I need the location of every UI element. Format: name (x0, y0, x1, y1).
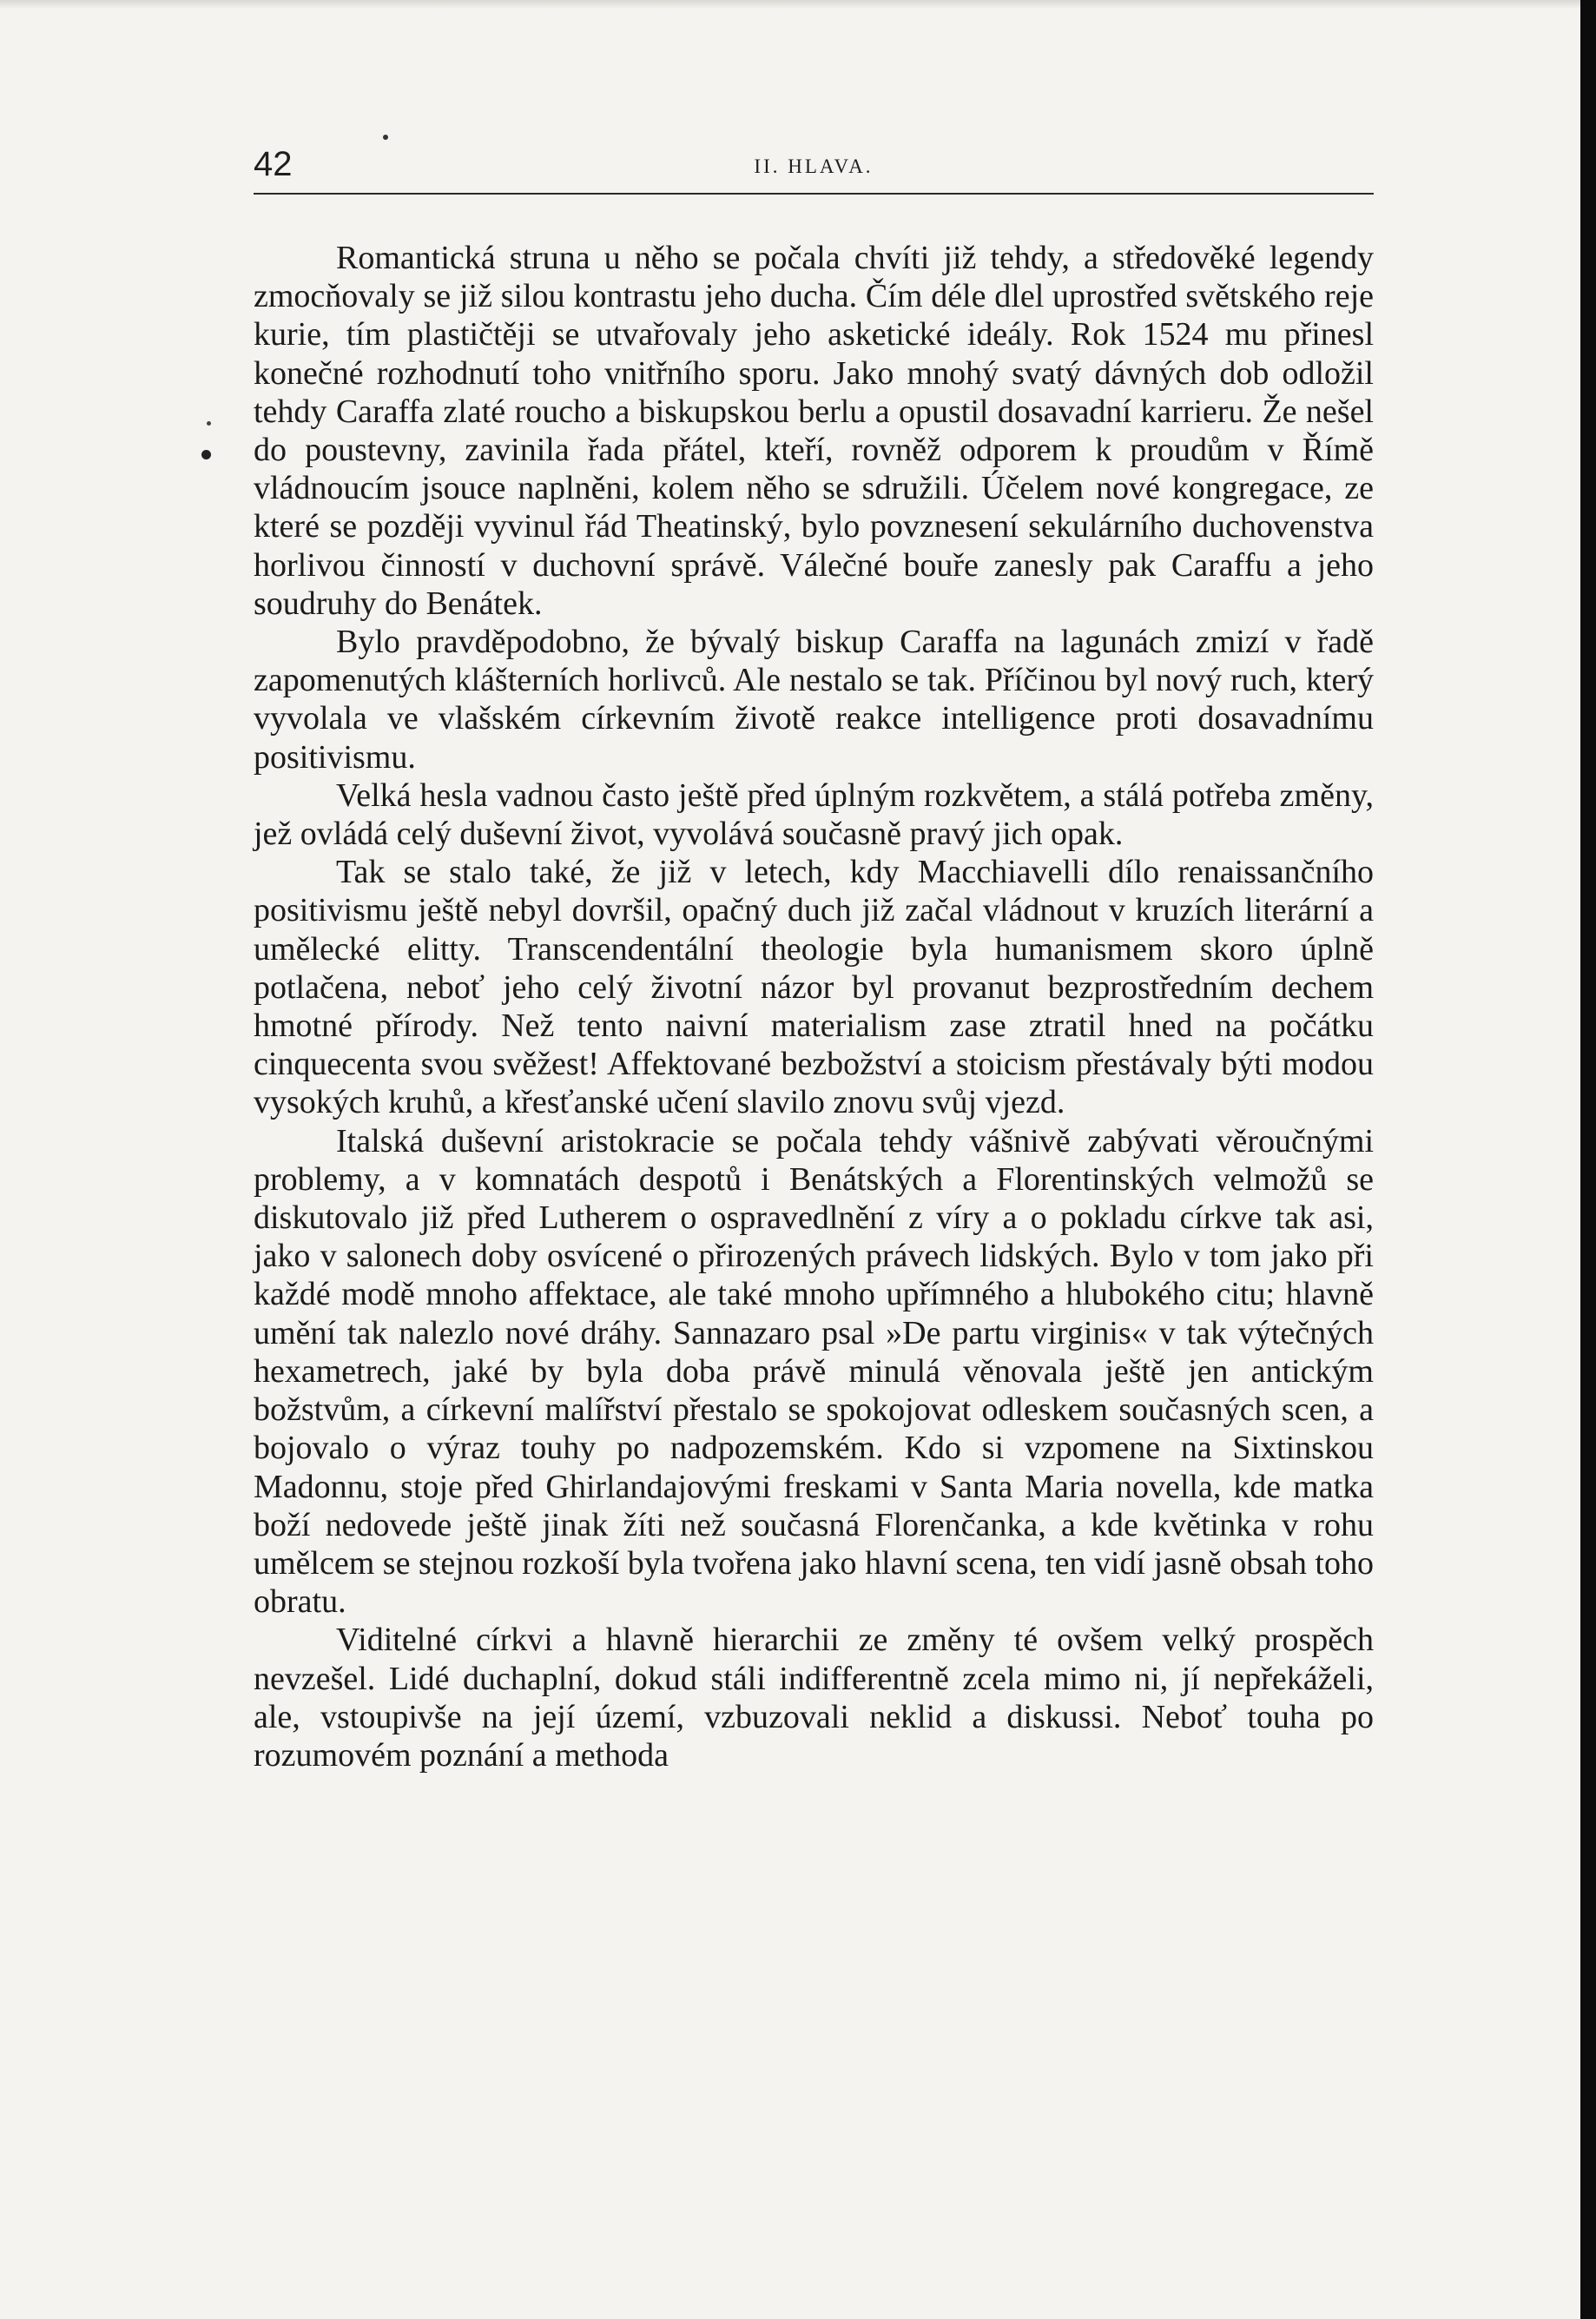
running-head (254, 143, 1374, 195)
paragraph: Tak se stalo také, že již v letech, kdy Macchiavelli dílo renaissančního positivismu ještě nebyl dovršil, opačný duch již začal vládnout v kruzích literární a umělecké elitty. Transcendentální theologie byla humanismem skoro úplně potlačena, neboť jeho celý životní názor byl provanut bezprostředním dechem hmotné přírody. Než tento naivní materialism zase ztratil hned na počátku cinquecenta svou svěžest! Affektované bezbožství a stoicism přestávaly býti modou vysokých kruhů, a křesťanské učení slavilo znovu svůj vjezd. (254, 854, 1374, 1121)
header-rule (254, 193, 1374, 195)
scan-right-border (1580, 0, 1596, 2319)
paragraph: Velká hesla vadnou často ještě před úplným rozkvětem, a stálá potřeba změny, jež ovládá celý duševní život, vyvolává současně pravý jich opak. (254, 776, 1374, 853)
text-body (254, 239, 1374, 1774)
scan-top-shadow (0, 0, 1596, 9)
paragraph: Romantická struna u něho se počala chvíti již tehdy, a středověké legendy zmocňovaly se již silou kontrastu jeho ducha. Čím déle dlel uprostřed světského reje kurie, tím plastičtěji se utvařovaly jeho asketické ideály. Rok 1524 mu přinesl konečné rozhodnutí toho vnitřního sporu. Jako mnohý svatý dávných dob odložil tehdy Caraffa zlaté roucho a biskupskou berlu a opustil dosavadní karrieru. Že nešel do poustevny, zavinila řada přátel, kteří, rovněž odporem k proudům v Římě vládnoucím jsouce naplněni, kolem něho se sdružili. Účelem nové kongregace, ze které se později vyvinul řád Theatinský, bylo povznesení sekulárního duchovenstva horlivou činností v duchovní správě. Válečné bouře zanesly pak Caraffu a jeho soudruhy do Benátek. (254, 240, 1374, 622)
paragraph: Bylo pravděpodobno, že bývalý biskup Caraffa na lagunách zmizí v řadě zapomenutých klášterních horlivců. Ale nestalo se tak. Příčinou byl nový ruch, který vyvolala ve vlašském církevním životě reakce intelligence proti dosavadnímu positivismu. (254, 624, 1374, 776)
paragraph: Italská duševní aristokracie se počala tehdy vášnivě zabývati věroučnými problemy, a v komnatách despotů i Benátských a Florentinských velmožů se diskutovalo již před Lutherem o ospravedlnění z víry a o pokladu církve tak asi, jako v salonech doby osvícené o přirozených právech lidských. Bylo v tom jako při každé modě mnoho affektace, ale také mnoho upřímného a hlubokého citu; hlavně umění tak nalezlo nové dráhy. Sannazaro psal »De partu virginis« v tak výtečných hexametrech, jaké by byla doba právě minulá věnovala ještě jen antickým božstvům, a církevní malířství přestalo se spokojovat odleskem současných scen, a bojovalo o výraz touhy po nadpozemském. Kdo si vzpomene na Sixtinskou Madonnu, stoje před Ghirlandajovými freskami v Santa Maria novella, kde matka boží nedovede ještě jinak žíti než současná Florenčanka, a kde květinka v rohu umělcem se stejnou rozkoší byla tvořena jako hlavní scena, ten vidí jasně obsah toho obratu. (254, 1122, 1374, 1621)
page-number: 42 (254, 145, 293, 183)
margin-speck (207, 421, 211, 426)
margin-mark (201, 450, 211, 459)
chapter-heading: II. HLAVA. (754, 155, 874, 177)
margin-speck (383, 135, 388, 140)
paragraph: Viditelné církvi a hlavně hierarchii ze změny té ovšem velký prospěch nevzešel. Lidé duchaplní, dokud stáli indifferentně zcela mimo ni, jí nepřekáželi, ale, vstoupivše na její území, vzbuzovali neklid a diskussi. Neboť touha po rozumovém poznání a methoda (254, 1622, 1374, 1774)
